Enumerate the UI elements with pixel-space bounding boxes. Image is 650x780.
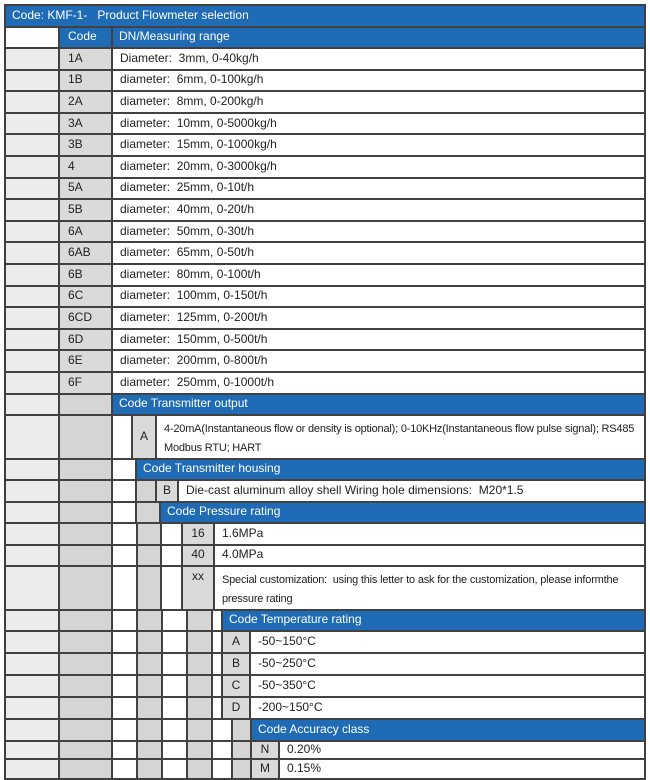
spacer-cell	[162, 546, 183, 566]
size-code-cell: 3A	[60, 114, 113, 134]
temperature-desc-cell: -50~350°C	[251, 676, 644, 696]
accuracy-desc-cell: 0.15%	[280, 760, 644, 778]
table-row	[6, 114, 644, 136]
temperature-code-cell: B	[223, 654, 251, 674]
table-row	[6, 157, 644, 179]
table-row	[6, 265, 644, 287]
size-desc-cell: diameter: 40mm, 0-20t/h	[113, 200, 644, 220]
table-row	[6, 351, 644, 373]
spacer-cell	[188, 742, 213, 758]
spacer-cell	[213, 611, 223, 631]
spacer-cell	[163, 654, 188, 674]
size-desc-cell: diameter: 25mm, 0-10t/h	[113, 179, 644, 199]
spacer-cell	[6, 28, 60, 48]
table-row	[6, 222, 644, 244]
spacer-cell	[138, 654, 163, 674]
spacer-cell	[138, 524, 162, 544]
temperature-code-cell: A	[223, 632, 251, 652]
table-row	[6, 6, 644, 28]
spacer-cell	[60, 460, 113, 480]
spacer-cell	[6, 265, 60, 285]
spacer-cell	[138, 742, 163, 758]
spacer-cell	[113, 611, 138, 631]
spacer-cell	[6, 243, 60, 263]
spacer-cell	[60, 632, 113, 652]
spacer-cell	[113, 698, 138, 718]
spacer-cell	[6, 395, 60, 415]
size-desc-cell: diameter: 250mm, 0-1000t/h	[113, 373, 644, 393]
spacer-cell	[188, 611, 213, 631]
table-row	[6, 28, 644, 50]
spacer-cell	[6, 71, 60, 91]
spacer-cell	[163, 611, 188, 631]
spacer-cell	[6, 503, 60, 523]
table-row	[6, 200, 644, 222]
size-desc-cell: diameter: 20mm, 0-3000kg/h	[113, 157, 644, 177]
spacer-cell	[6, 351, 60, 371]
table-row	[6, 92, 644, 114]
spacer-cell	[6, 308, 60, 328]
spacer-cell	[188, 632, 213, 652]
spacer-cell	[6, 287, 60, 307]
spacer-cell	[113, 460, 137, 480]
spacer-cell	[6, 654, 60, 674]
spacer-cell	[188, 676, 213, 696]
spacer-cell	[6, 373, 60, 393]
spacer-cell	[188, 760, 213, 778]
spacer-cell	[163, 632, 188, 652]
spacer-cell	[60, 742, 113, 758]
table-row	[6, 395, 644, 417]
spacer-cell	[6, 698, 60, 718]
size-code-cell: 6CD	[60, 308, 113, 328]
size-code-cell: 6B	[60, 265, 113, 285]
spacer-cell	[213, 654, 223, 674]
spacer-cell	[6, 92, 60, 112]
size-desc-cell: diameter: 8mm, 0-200kg/h	[113, 92, 644, 112]
table-row	[6, 503, 644, 525]
size-code-cell: 6A	[60, 222, 113, 242]
table-row	[6, 720, 644, 742]
size-code-cell: 6D	[60, 330, 113, 350]
spacer-cell	[163, 676, 188, 696]
spacer-cell	[163, 698, 188, 718]
spacer-cell	[138, 760, 163, 778]
spacer-cell	[60, 698, 113, 718]
table-row	[6, 243, 644, 265]
size-desc-cell: diameter: 65mm, 0-50t/h	[113, 243, 644, 263]
spacer-cell	[6, 524, 60, 544]
size-desc-cell: diameter: 200mm, 0-800t/h	[113, 351, 644, 371]
spacer-cell	[113, 503, 137, 523]
spacer-cell	[113, 654, 138, 674]
table-row	[6, 308, 644, 330]
spacer-cell	[163, 720, 188, 740]
spacer-cell	[213, 760, 233, 778]
pressure-desc-cell: 4.0MPa	[215, 546, 644, 566]
spacer-cell	[138, 611, 163, 631]
spacer-cell	[60, 760, 113, 778]
spacer-cell	[60, 720, 113, 740]
size-desc-cell: diameter: 6mm, 0-100kg/h	[113, 71, 644, 91]
size-desc-cell: diameter: 50mm, 0-30t/h	[113, 222, 644, 242]
spacer-cell	[6, 720, 60, 740]
temperature-desc-cell: -200~150°C	[251, 698, 644, 718]
spacer-cell	[6, 200, 60, 220]
table-row	[6, 330, 644, 352]
table-row	[6, 135, 644, 157]
pressure-desc-cell: 1.6MPa	[215, 524, 644, 544]
size-code-cell: 2A	[60, 92, 113, 112]
spacer-cell	[213, 676, 223, 696]
size-code-cell: 5A	[60, 179, 113, 199]
section-header-accuracy-class: Code Accuracy class	[252, 720, 644, 740]
temperature-desc-cell: -50~250°C	[251, 654, 644, 674]
spacer-cell	[113, 632, 138, 652]
spacer-cell	[233, 720, 252, 740]
spacer-cell	[113, 524, 138, 544]
size-desc-cell: diameter: 15mm, 0-1000kg/h	[113, 135, 644, 155]
spacer-cell	[138, 632, 163, 652]
temperature-code-cell: D	[223, 698, 251, 718]
spacer-cell	[6, 179, 60, 199]
size-desc-cell: diameter: 10mm, 0-5000kg/h	[113, 114, 644, 134]
spacer-cell	[233, 760, 252, 778]
spacer-cell	[60, 395, 113, 415]
section-header-pressure-rating: Code Pressure rating	[161, 503, 644, 523]
table-row	[6, 676, 644, 698]
size-desc-cell: diameter: 80mm, 0-100t/h	[113, 265, 644, 285]
spacer-cell	[6, 416, 60, 458]
spacer-cell	[113, 720, 138, 740]
spacer-cell	[137, 503, 161, 523]
spacer-cell	[213, 632, 223, 652]
size-code-cell: 3B	[60, 135, 113, 155]
table-row	[6, 654, 644, 676]
output-code-cell: A	[133, 416, 157, 458]
spacer-cell	[6, 330, 60, 350]
code-column-header: Code	[60, 28, 113, 48]
pressure-code-cell: xx	[183, 567, 215, 609]
table-row	[6, 287, 644, 309]
spacer-cell	[60, 481, 113, 501]
spacer-cell	[138, 698, 163, 718]
table-row	[6, 373, 644, 395]
size-code-cell: 6AB	[60, 243, 113, 263]
spacer-cell	[6, 222, 60, 242]
table-row	[6, 760, 644, 778]
spacer-cell	[60, 546, 113, 566]
size-code-cell: 5B	[60, 200, 113, 220]
spacer-cell	[163, 742, 188, 758]
accuracy-code-cell: N	[252, 742, 280, 758]
spacer-cell	[6, 481, 60, 501]
spacer-cell	[138, 546, 162, 566]
spacer-cell	[6, 157, 60, 177]
spacer-cell	[213, 742, 233, 758]
spacer-cell	[162, 524, 183, 544]
size-code-cell: 6F	[60, 373, 113, 393]
spacer-cell	[6, 49, 60, 69]
spacer-cell	[60, 611, 113, 631]
table-row	[6, 742, 644, 760]
product-title-bar: Code: KMF-1- Product Flowmeter selection	[6, 6, 644, 26]
temperature-desc-cell: -50~150°C	[251, 632, 644, 652]
spacer-cell	[138, 676, 163, 696]
output-desc-cell: 4-20mA(Instantaneous flow or density is optional); 0-10KHz(Instantaneous flow pulse signal); RS485 Modbus RTU; HART	[157, 416, 644, 458]
spacer-cell	[188, 720, 213, 740]
flowmeter-selection-table	[4, 4, 646, 780]
housing-desc-cell: Die-cast aluminum alloy shell Wiring hole dimensions: M20*1.5	[179, 481, 644, 501]
size-code-cell: 1B	[60, 71, 113, 91]
table-row	[6, 71, 644, 93]
spacer-cell	[6, 114, 60, 134]
spacer-cell	[60, 567, 113, 609]
spacer-cell	[6, 567, 60, 609]
spacer-cell	[162, 567, 183, 609]
spacer-cell	[113, 760, 138, 778]
spacer-cell	[188, 654, 213, 674]
section-header-temperature-rating: Code Temperature rating	[223, 611, 644, 631]
table-row	[6, 567, 644, 611]
accuracy-code-cell: M	[252, 760, 280, 778]
spacer-cell	[113, 546, 138, 566]
spacer-cell	[163, 760, 188, 778]
section-header-transmitter-output: Code Transmitter output	[113, 395, 644, 415]
accuracy-desc-cell: 0.20%	[280, 742, 644, 758]
spacer-cell	[113, 481, 137, 501]
spacer-cell	[60, 654, 113, 674]
spacer-cell	[60, 524, 113, 544]
size-desc-cell: diameter: 100mm, 0-150t/h	[113, 287, 644, 307]
spacer-cell	[6, 460, 60, 480]
size-code-cell: 6C	[60, 287, 113, 307]
size-code-cell: 1A	[60, 49, 113, 69]
spacer-cell	[60, 416, 113, 458]
spacer-cell	[60, 676, 113, 696]
spacer-cell	[6, 632, 60, 652]
spacer-cell	[113, 676, 138, 696]
spacer-cell	[138, 720, 163, 740]
spacer-cell	[113, 416, 133, 458]
spacer-cell	[138, 567, 162, 609]
spacer-cell	[113, 742, 138, 758]
size-desc-cell: diameter: 125mm, 0-200t/h	[113, 308, 644, 328]
section-header-transmitter-housing: Code Transmitter housing	[137, 460, 644, 480]
table-row	[6, 416, 644, 460]
spacer-cell	[6, 135, 60, 155]
housing-code-cell: B	[157, 481, 179, 501]
spacer-cell	[188, 698, 213, 718]
spacer-cell	[60, 503, 113, 523]
table-row	[6, 611, 644, 633]
table-row	[6, 179, 644, 201]
size-code-cell: 6E	[60, 351, 113, 371]
spacer-cell	[113, 567, 138, 609]
spacer-cell	[137, 481, 157, 501]
spacer-cell	[6, 676, 60, 696]
pressure-desc-cell: Special customization: using this letter to ask for the customization, please informthe pressure rating	[215, 567, 644, 609]
table-row	[6, 49, 644, 71]
pressure-code-cell: 16	[183, 524, 215, 544]
spacer-cell	[233, 742, 252, 758]
table-row	[6, 460, 644, 482]
size-code-cell: 4	[60, 157, 113, 177]
range-column-header: DN/Measuring range	[113, 28, 644, 48]
spacer-cell	[6, 546, 60, 566]
spacer-cell	[213, 720, 233, 740]
size-desc-cell: diameter: 150mm, 0-500t/h	[113, 330, 644, 350]
size-desc-cell: Diameter: 3mm, 0-40kg/h	[113, 49, 644, 69]
table-row	[6, 546, 644, 568]
table-row	[6, 524, 644, 546]
table-row	[6, 698, 644, 720]
table-row	[6, 481, 644, 503]
spacer-cell	[6, 760, 60, 778]
pressure-code-cell: 40	[183, 546, 215, 566]
temperature-code-cell: C	[223, 676, 251, 696]
spacer-cell	[6, 611, 60, 631]
spacer-cell	[213, 698, 223, 718]
table-row	[6, 632, 644, 654]
spacer-cell	[6, 742, 60, 758]
